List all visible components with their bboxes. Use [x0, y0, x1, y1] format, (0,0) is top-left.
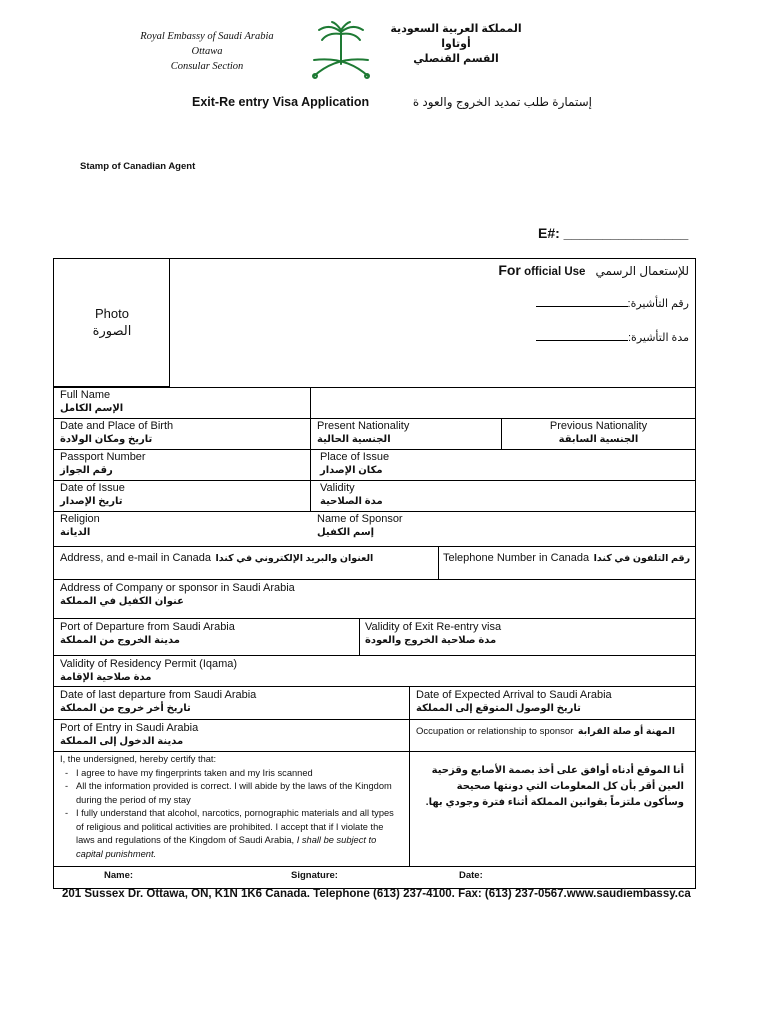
- previous-nationality-field[interactable]: [502, 419, 695, 447]
- validity-label-ar: مدة الصلاحية: [320, 496, 383, 507]
- full-name-label: Full Name: [60, 389, 111, 401]
- certification-text-ar: أنا الموقع أدناه أوافق على أخذ بصمة الأصابع وقزحية العين أقر بأن كل المعلومات التي دونتها صحيحة وسأكون ملتزماً بقوانين المملكة أثناء فترة وجودي بها.: [425, 765, 684, 808]
- embassy-contact-footer: 201 Sussex Dr. Ottawa, ON, K1N 1K6 Canada. Telephone (613) 237-4100. Fax: (613) 237-0567.www.saudiembassy.ca: [62, 888, 691, 900]
- saudi-emblem-icon: [306, 20, 376, 82]
- certification-item: - All the information provided is correct. I will abide by the laws of the Kingdom during the period of my stay: [76, 780, 404, 807]
- embassy-section: Consular Section: [170, 61, 244, 72]
- birth-label: Date and Place of Birth: [60, 420, 174, 432]
- departure-port-field[interactable]: [60, 620, 356, 648]
- form-title: [192, 95, 592, 111]
- address-label: Address, and e-mail in Canada: [60, 552, 212, 564]
- iqama-label: Validity of Residency Permit (Iqama): [60, 658, 238, 670]
- departure-port-label: Port of Departure from Saudi Arabia: [60, 621, 235, 633]
- form-title-arabic: إستمارة طلب تمديد الخروج والعود ة: [412, 95, 592, 109]
- divider: [359, 618, 360, 655]
- place-of-issue-field[interactable]: [320, 450, 620, 478]
- embassy-section-ar: القسم القنصلي: [413, 53, 499, 65]
- e-number-field[interactable]: E#: ________________: [538, 225, 689, 241]
- last-departure-label-ar: تاريخ أخر خروج من المملكة: [60, 703, 191, 714]
- divider: [54, 546, 695, 547]
- embassy-name-english: [118, 29, 296, 74]
- signature-label[interactable]: Signature:: [291, 870, 338, 881]
- company-address-field[interactable]: [60, 581, 660, 609]
- visa-duration-row: [530, 330, 689, 344]
- date-label[interactable]: Date:: [459, 870, 483, 881]
- telephone-label: Telephone Number in Canada: [443, 552, 590, 564]
- certification-item: - I agree to have my fingerprints taken and my Iris scanned: [76, 767, 404, 781]
- divider: [54, 751, 695, 752]
- certification-item: [76, 807, 404, 861]
- religion-label: Religion: [60, 513, 100, 525]
- address-field[interactable]: [60, 548, 430, 566]
- exit-visa-validity-field[interactable]: [365, 620, 685, 648]
- place-of-issue-label-ar: مكان الإصدار: [320, 465, 383, 476]
- occupation-label: Occupation or relationship to sponsor: [416, 726, 574, 737]
- embassy-city: Ottawa: [191, 46, 223, 57]
- passport-field[interactable]: [60, 450, 308, 478]
- last-departure-field[interactable]: [60, 688, 406, 716]
- departure-port-label-ar: مدينة الخروج من المملكة: [60, 635, 180, 646]
- previous-nationality-label-ar: الجنسية السابقة: [558, 434, 639, 445]
- occupation-label-ar: المهنة أو صلة القرابة: [577, 726, 675, 737]
- telephone-label-ar: رقم التلفون في كندا: [593, 553, 691, 564]
- passport-label: Passport Number: [60, 451, 146, 463]
- date-of-issue-label: Date of Issue: [60, 482, 125, 494]
- visa-number-row: [530, 296, 689, 310]
- birth-label-ar: تاريخ ومكان الولادة: [60, 434, 153, 445]
- form-title-english: Exit-Re entry Visa Application: [192, 95, 370, 109]
- official-use-en: official Use: [524, 266, 586, 278]
- occupation-field[interactable]: [416, 721, 694, 739]
- embassy-city-ar: أوتاوا: [441, 38, 471, 50]
- divider: [54, 579, 695, 580]
- exit-visa-validity-label: Validity of Exit Re-entry visa: [365, 621, 502, 633]
- divider: [54, 655, 695, 656]
- stamp-label: Stamp of Canadian Agent: [80, 161, 196, 172]
- visa-duration-blank[interactable]: [536, 330, 628, 341]
- full-name-field[interactable]: [60, 388, 308, 416]
- application-form: [53, 258, 696, 889]
- official-use-ar: للإستعمال الرسمي: [595, 264, 689, 278]
- address-label-ar: العنوان والبريد الإلكتروني في كندا: [215, 553, 374, 564]
- iqama-field[interactable]: [60, 657, 660, 685]
- expected-arrival-field[interactable]: [416, 688, 694, 716]
- date-of-issue-field[interactable]: [60, 481, 308, 509]
- divider: [438, 546, 439, 579]
- divider: [54, 686, 695, 687]
- signature-row: [54, 867, 695, 887]
- photo-label: Photo: [95, 306, 129, 321]
- official-for: For: [498, 262, 521, 278]
- embassy-line-ar: المملكة العربية السعودية: [390, 23, 522, 35]
- passport-label-ar: رقم الجواز: [60, 465, 113, 476]
- certification-item-text: I fully understand that alcohol, narcotics, pornographic materials and all types of religious and political activities are prohibited. I accept that if I violate the laws and regulations of the Kingdom of Saudi Arabia,: [76, 808, 394, 845]
- sponsor-name-field[interactable]: [317, 512, 617, 540]
- exit-visa-validity-label-ar: مدة صلاحية الخروج والعودة: [365, 635, 497, 646]
- divider: [409, 686, 410, 866]
- last-departure-label: Date of last departure from Saudi Arabia: [60, 689, 257, 701]
- company-address-label-ar: عنوان الكفيل في المملكة: [60, 596, 184, 607]
- embassy-name-arabic: [380, 22, 532, 67]
- entry-port-field[interactable]: [60, 721, 406, 749]
- visa-number-label: رقم التأشيرة:: [627, 298, 689, 310]
- divider: [54, 618, 695, 619]
- name-signature-label[interactable]: Name:: [104, 870, 134, 881]
- certification-text: [60, 753, 404, 861]
- visa-duration-label: مدة التأشيرة:: [628, 332, 689, 344]
- company-address-label: Address of Company or sponsor in Saudi Arabia: [60, 582, 295, 594]
- official-use-heading: [498, 262, 689, 278]
- entry-port-label-ar: مدينة الدخول إلى المملكة: [60, 736, 184, 747]
- present-nationality-field[interactable]: [317, 419, 499, 447]
- embassy-line: Royal Embassy of Saudi Arabia: [140, 31, 274, 42]
- validity-label: Validity: [320, 482, 355, 494]
- present-nationality-label-ar: الجنسية الحالية: [317, 434, 391, 445]
- religion-field[interactable]: [60, 512, 308, 540]
- telephone-field[interactable]: [443, 548, 693, 566]
- photo-label-ar: الصورة: [92, 323, 132, 338]
- religion-label-ar: الديانة: [60, 527, 91, 538]
- place-of-issue-label: Place of Issue: [320, 451, 390, 463]
- certification-intro: I, the undersigned, hereby certify that:: [60, 754, 217, 764]
- birth-field[interactable]: [60, 419, 308, 447]
- expected-arrival-label-ar: تاريخ الوصول المتوقع إلى المملكة: [416, 703, 581, 714]
- capital-punishment-warning: I shall be subject to capital punishment.: [76, 835, 377, 859]
- expected-arrival-label: Date of Expected Arrival to Saudi Arabia: [416, 689, 612, 701]
- sponsor-name-label-ar: إسم الكفيل: [317, 527, 375, 538]
- visa-number-blank[interactable]: [536, 296, 628, 307]
- previous-nationality-label: Previous Nationality: [549, 420, 648, 432]
- divider: [54, 719, 695, 720]
- photo-box[interactable]: [54, 259, 170, 387]
- entry-port-label: Port of Entry in Saudi Arabia: [60, 722, 199, 734]
- iqama-label-ar: مدة صلاحية الإقامة: [60, 672, 152, 683]
- date-of-issue-label-ar: تاريخ الإصدار: [60, 496, 123, 507]
- present-nationality-label: Present Nationality: [317, 420, 410, 432]
- full-name-label-ar: الإسم الكامل: [60, 403, 124, 414]
- divider: [310, 387, 311, 511]
- validity-field[interactable]: [320, 481, 620, 509]
- sponsor-name-label: Name of Sponsor: [317, 513, 403, 525]
